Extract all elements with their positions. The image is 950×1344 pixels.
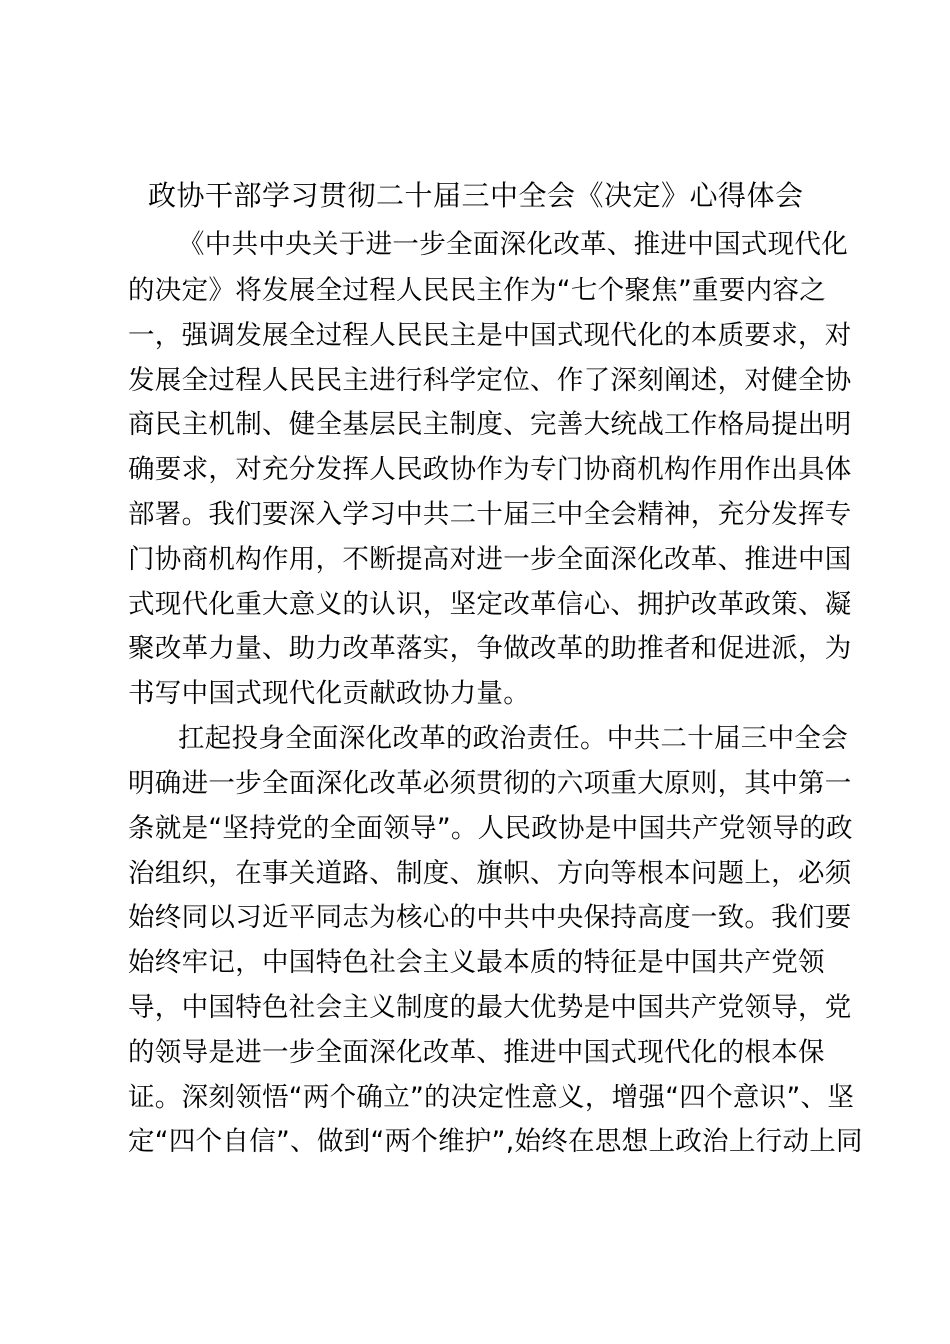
paragraph-line: 定“四个自信”、做到“两个维护”,始终在思想上政治上行动上同 xyxy=(128,1126,863,1157)
document-title: 政协干部学习贯彻二十届三中全会《决定》心得体会 xyxy=(148,179,804,212)
paragraph-line: 扛起投身全面深化改革的政治责任。中共二十届三中全会 xyxy=(178,723,848,754)
paragraph-line: 门协商机构作用，不断提高对进一步全面深化改革、推进中国 xyxy=(128,544,852,575)
paragraph-line: 的领导是进一步全面深化改革、推进中国式现代化的根本保 xyxy=(128,1037,825,1068)
paragraph-line: 始终牢记，中国特色社会主义最本质的特征是中国共产党领 xyxy=(128,947,825,978)
paragraph-line: 聚改革力量、助力改革落实，争做改革的助推者和促进派，为 xyxy=(128,633,852,664)
paragraph-line: 证。深刻领悟“两个确立”的决定性意义，增强“四个意识”、坚 xyxy=(128,1082,855,1113)
paragraph-line: 的决定》将发展全过程人民民主作为“七个聚焦”重要内容之 xyxy=(128,275,827,306)
paragraph-line: 导，中国特色社会主义制度的最大优势是中国共产党领导，党 xyxy=(128,992,852,1023)
paragraph-line: 一，强调发展全过程人民民主是中国式现代化的本质要求，对 xyxy=(128,320,852,351)
paragraph-line: 始终同以习近平同志为核心的中共中央保持高度一致。我们要 xyxy=(128,902,852,933)
paragraph-line: 书写中国式现代化贡献政协力量。 xyxy=(128,678,530,709)
paragraph-line: 明确进一步全面深化改革必须贯彻的六项重大原则，其中第一 xyxy=(128,768,852,799)
paragraph-line: 式现代化重大意义的认识，坚定改革信心、拥护改革政策、凝 xyxy=(128,589,852,620)
paragraph-line: 商民主机制、健全基层民主制度、完善大统战工作格局提出明 xyxy=(128,409,852,440)
paragraph-line: 确要求，对充分发挥人民政协作为专门协商机构作用作出具体 xyxy=(128,454,852,485)
paragraph-line: 《中共中央关于进一步全面深化改革、推进中国式现代化 xyxy=(178,229,848,260)
paragraph-line: 治组织，在事关道路、制度、旗帜、方向等根本问题上，必须 xyxy=(128,858,852,889)
paragraph-line: 发展全过程人民民主进行科学定位、作了深刻阐述，对健全协 xyxy=(128,365,852,396)
paragraph-line: 条就是“坚持党的全面领导”。人民政协是中国共产党领导的政 xyxy=(128,813,853,844)
paragraph-line: 部署。我们要深入学习中共二十届三中全会精神，充分发挥专 xyxy=(128,499,852,530)
